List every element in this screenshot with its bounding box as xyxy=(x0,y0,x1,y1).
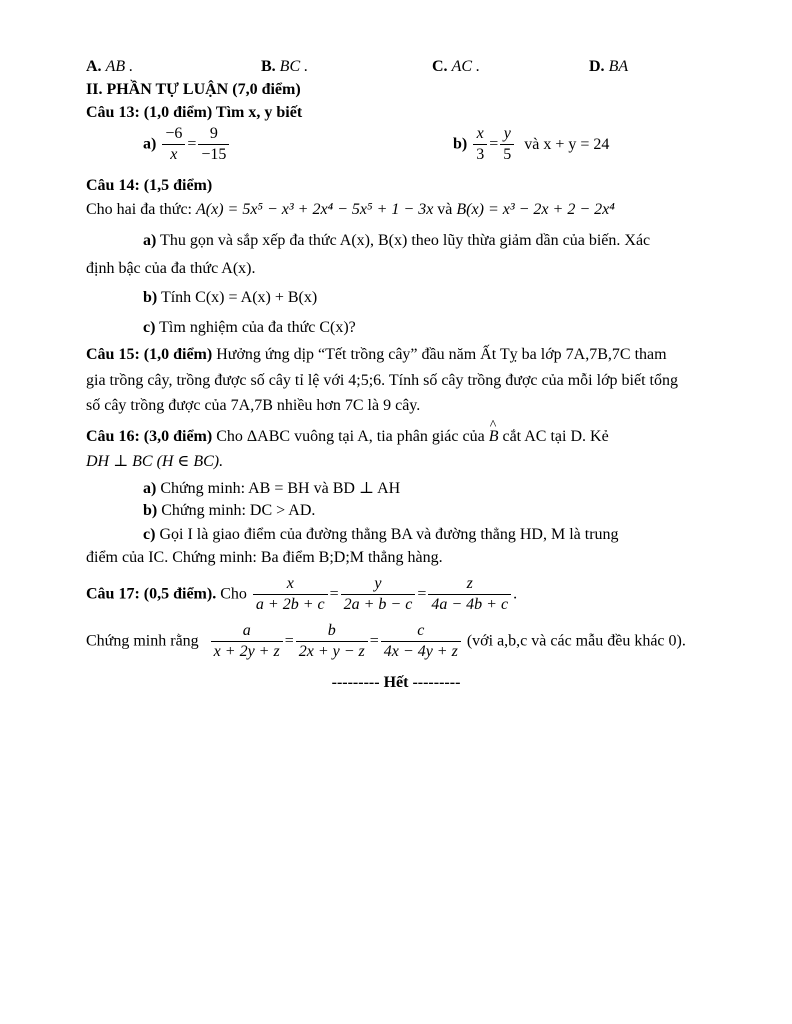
q14-polynomial-a: A(x) = 5x⁵ − x³ + 2x⁴ − 5x⁵ + 1 − 3x xyxy=(195,201,434,218)
option-d-value: BA xyxy=(608,58,629,75)
q14-a-text1: Thu gọn và sắp xếp đa thức A(x), B(x) theo lũy thừa giảm dần của biến. Xác xyxy=(160,232,651,249)
q17-cho: Cho xyxy=(220,585,247,603)
q16-text1b: cắt AC tại D. Kẻ xyxy=(502,428,609,445)
q13-b-den2: 5 xyxy=(503,146,512,163)
q17-title: Câu 17: (0,5 điểm). xyxy=(86,585,217,603)
q13-a-num2: 9 xyxy=(198,125,229,145)
q13-a-den1: x xyxy=(170,146,178,163)
q14-part-b xyxy=(143,288,317,308)
q14-intro: Cho hai đa thức: xyxy=(86,201,192,218)
q13-b-fraction-1 xyxy=(473,125,487,164)
q17-fraction-x xyxy=(253,575,328,614)
q15-title: Câu 15: (1,0 điểm) xyxy=(86,346,213,363)
q17-prove-text: Chứng minh rằng xyxy=(86,632,199,650)
q17-note: (với a,b,c và các mẫu đều khác 0). xyxy=(466,632,686,650)
q13-b-den1: 3 xyxy=(476,146,485,163)
option-d xyxy=(589,57,628,77)
end-marker: --------- Hết --------- xyxy=(331,674,461,691)
q17-g3-num: c xyxy=(381,622,461,642)
q13-title: Câu 13: (1,0 điểm) Tìm x, y biết xyxy=(86,104,303,121)
q17-fraction-c xyxy=(381,622,461,661)
q13-b-num1: x xyxy=(473,125,487,145)
q13-a-label: a) xyxy=(143,135,157,153)
q17-fraction-b xyxy=(296,622,368,661)
q14-b-label: b) xyxy=(143,289,158,306)
q17-eq2: = xyxy=(417,585,427,603)
option-b-key: B. xyxy=(261,58,276,75)
q15-line3: số cây trồng được của 7A,7B nhiều hơn 7C là 9 cây. xyxy=(86,397,421,414)
q13-a-fraction-2 xyxy=(198,125,229,164)
q15-text1: Hưởng ứng dịp “Tết trồng cây” đầu năm Ất Tỵ ba lớp 7A,7B,7C tham xyxy=(216,346,667,363)
q14-c-text: Tìm nghiệm của đa thức C(x)? xyxy=(159,319,356,336)
q16-line2: DH ⊥ BC (H ∈ BC). xyxy=(86,453,224,470)
option-b-value: BC . xyxy=(279,58,309,75)
q17-fraction-z xyxy=(428,575,511,614)
q17-g2-num: b xyxy=(296,622,368,642)
q14-and: và xyxy=(437,201,453,218)
q17-fraction-y xyxy=(341,575,416,614)
q16-part-a xyxy=(143,479,400,499)
q15-line1 xyxy=(86,345,667,365)
q14-a-label: a) xyxy=(143,232,157,249)
q16-text1a: Cho ΔABC vuông tại A, tia phân giác của xyxy=(216,428,485,445)
q17-eq3: = xyxy=(284,632,294,650)
q17-dot: . xyxy=(513,585,518,603)
q17-f1-den: a + 2b + c xyxy=(255,596,325,613)
option-c-key: C. xyxy=(432,58,448,75)
option-b xyxy=(261,57,308,77)
q17-g2-den: 2x + y − z xyxy=(298,643,365,660)
q17-f2-den: 2a + b − c xyxy=(343,596,413,613)
q14-polynomial-b: B(x) = x³ − 2x + 2 − 2x⁴ xyxy=(456,201,615,218)
q17-eq1: = xyxy=(329,585,339,603)
q16-part-b xyxy=(143,501,315,521)
q17-g1-num: a xyxy=(211,622,283,642)
q16-b-label: b) xyxy=(143,502,158,519)
q13-a-den2: −15 xyxy=(201,146,227,163)
q16-c-label: c) xyxy=(143,526,156,543)
q14-b-text: Tính C(x) = A(x) + B(x) xyxy=(160,289,318,306)
q16-b-text: Chứng minh: DC > AD. xyxy=(161,502,316,519)
option-a-key: A. xyxy=(86,58,102,75)
q17-eq4: = xyxy=(369,632,379,650)
q16-a-text: Chứng minh: AB = BH và BD ⊥ AH xyxy=(160,480,401,497)
q17-prove xyxy=(86,622,686,661)
q14-c-label: c) xyxy=(143,319,156,336)
q13-part-b xyxy=(453,125,609,164)
q17-f1-num: x xyxy=(253,575,328,595)
q13-part-a xyxy=(143,125,231,164)
option-c xyxy=(432,57,480,77)
q16-c-text1: Gọi I là giao điểm của đường thẳng BA và đường thẳng HD, M là trung xyxy=(159,526,619,543)
q13-a-fraction-1 xyxy=(162,125,185,164)
q13-a-num1: −6 xyxy=(162,125,185,145)
q16-part-c-line1 xyxy=(143,525,619,545)
q13-a-equals: = xyxy=(187,135,197,153)
q16-part-c-line2: điểm của IC. Chứng minh: Ba điểm B;D;M thẳng hàng. xyxy=(86,549,443,566)
option-d-key: D. xyxy=(589,58,605,75)
q16-angle-b: ^ B xyxy=(489,427,499,447)
option-a-value: AB . xyxy=(105,58,134,75)
q14-part-a-line2: định bậc của đa thức A(x). xyxy=(86,260,256,277)
q13-b-fraction-2 xyxy=(500,125,514,164)
q17-f2-num: y xyxy=(341,575,416,595)
q13-b-label: b) xyxy=(453,135,468,153)
q15-line2: gia trồng cây, trồng được số cây tỉ lệ với 4;5;6. Tính số cây trồng được của mỗi lớp biết tổng xyxy=(86,372,678,389)
q13-b-equals: = xyxy=(489,135,499,153)
option-a xyxy=(86,57,133,77)
q17-g1-den: x + 2y + z xyxy=(213,643,280,660)
q16-line1 xyxy=(86,427,609,447)
q17-given xyxy=(86,575,517,614)
q13-b-condition: và x + y = 24 xyxy=(524,135,610,153)
q13-b-num2: y xyxy=(500,125,514,145)
q16-title: Câu 16: (3,0 điểm) xyxy=(86,428,213,445)
q17-f3-num: z xyxy=(428,575,511,595)
q17-fraction-a xyxy=(211,622,283,661)
q17-f3-den: 4a − 4b + c xyxy=(431,596,509,613)
option-c-value: AC . xyxy=(451,58,481,75)
q17-g3-den: 4x − 4y + z xyxy=(383,643,458,660)
section-heading: II. PHẦN TỰ LUẬN (7,0 điểm) xyxy=(86,81,301,98)
q16-a-label: a) xyxy=(143,480,157,497)
q14-intro-line xyxy=(86,200,615,220)
q14-part-a-line1 xyxy=(143,231,650,251)
q14-title: Câu 14: (1,5 điểm) xyxy=(86,177,213,194)
q14-part-c xyxy=(143,318,356,338)
